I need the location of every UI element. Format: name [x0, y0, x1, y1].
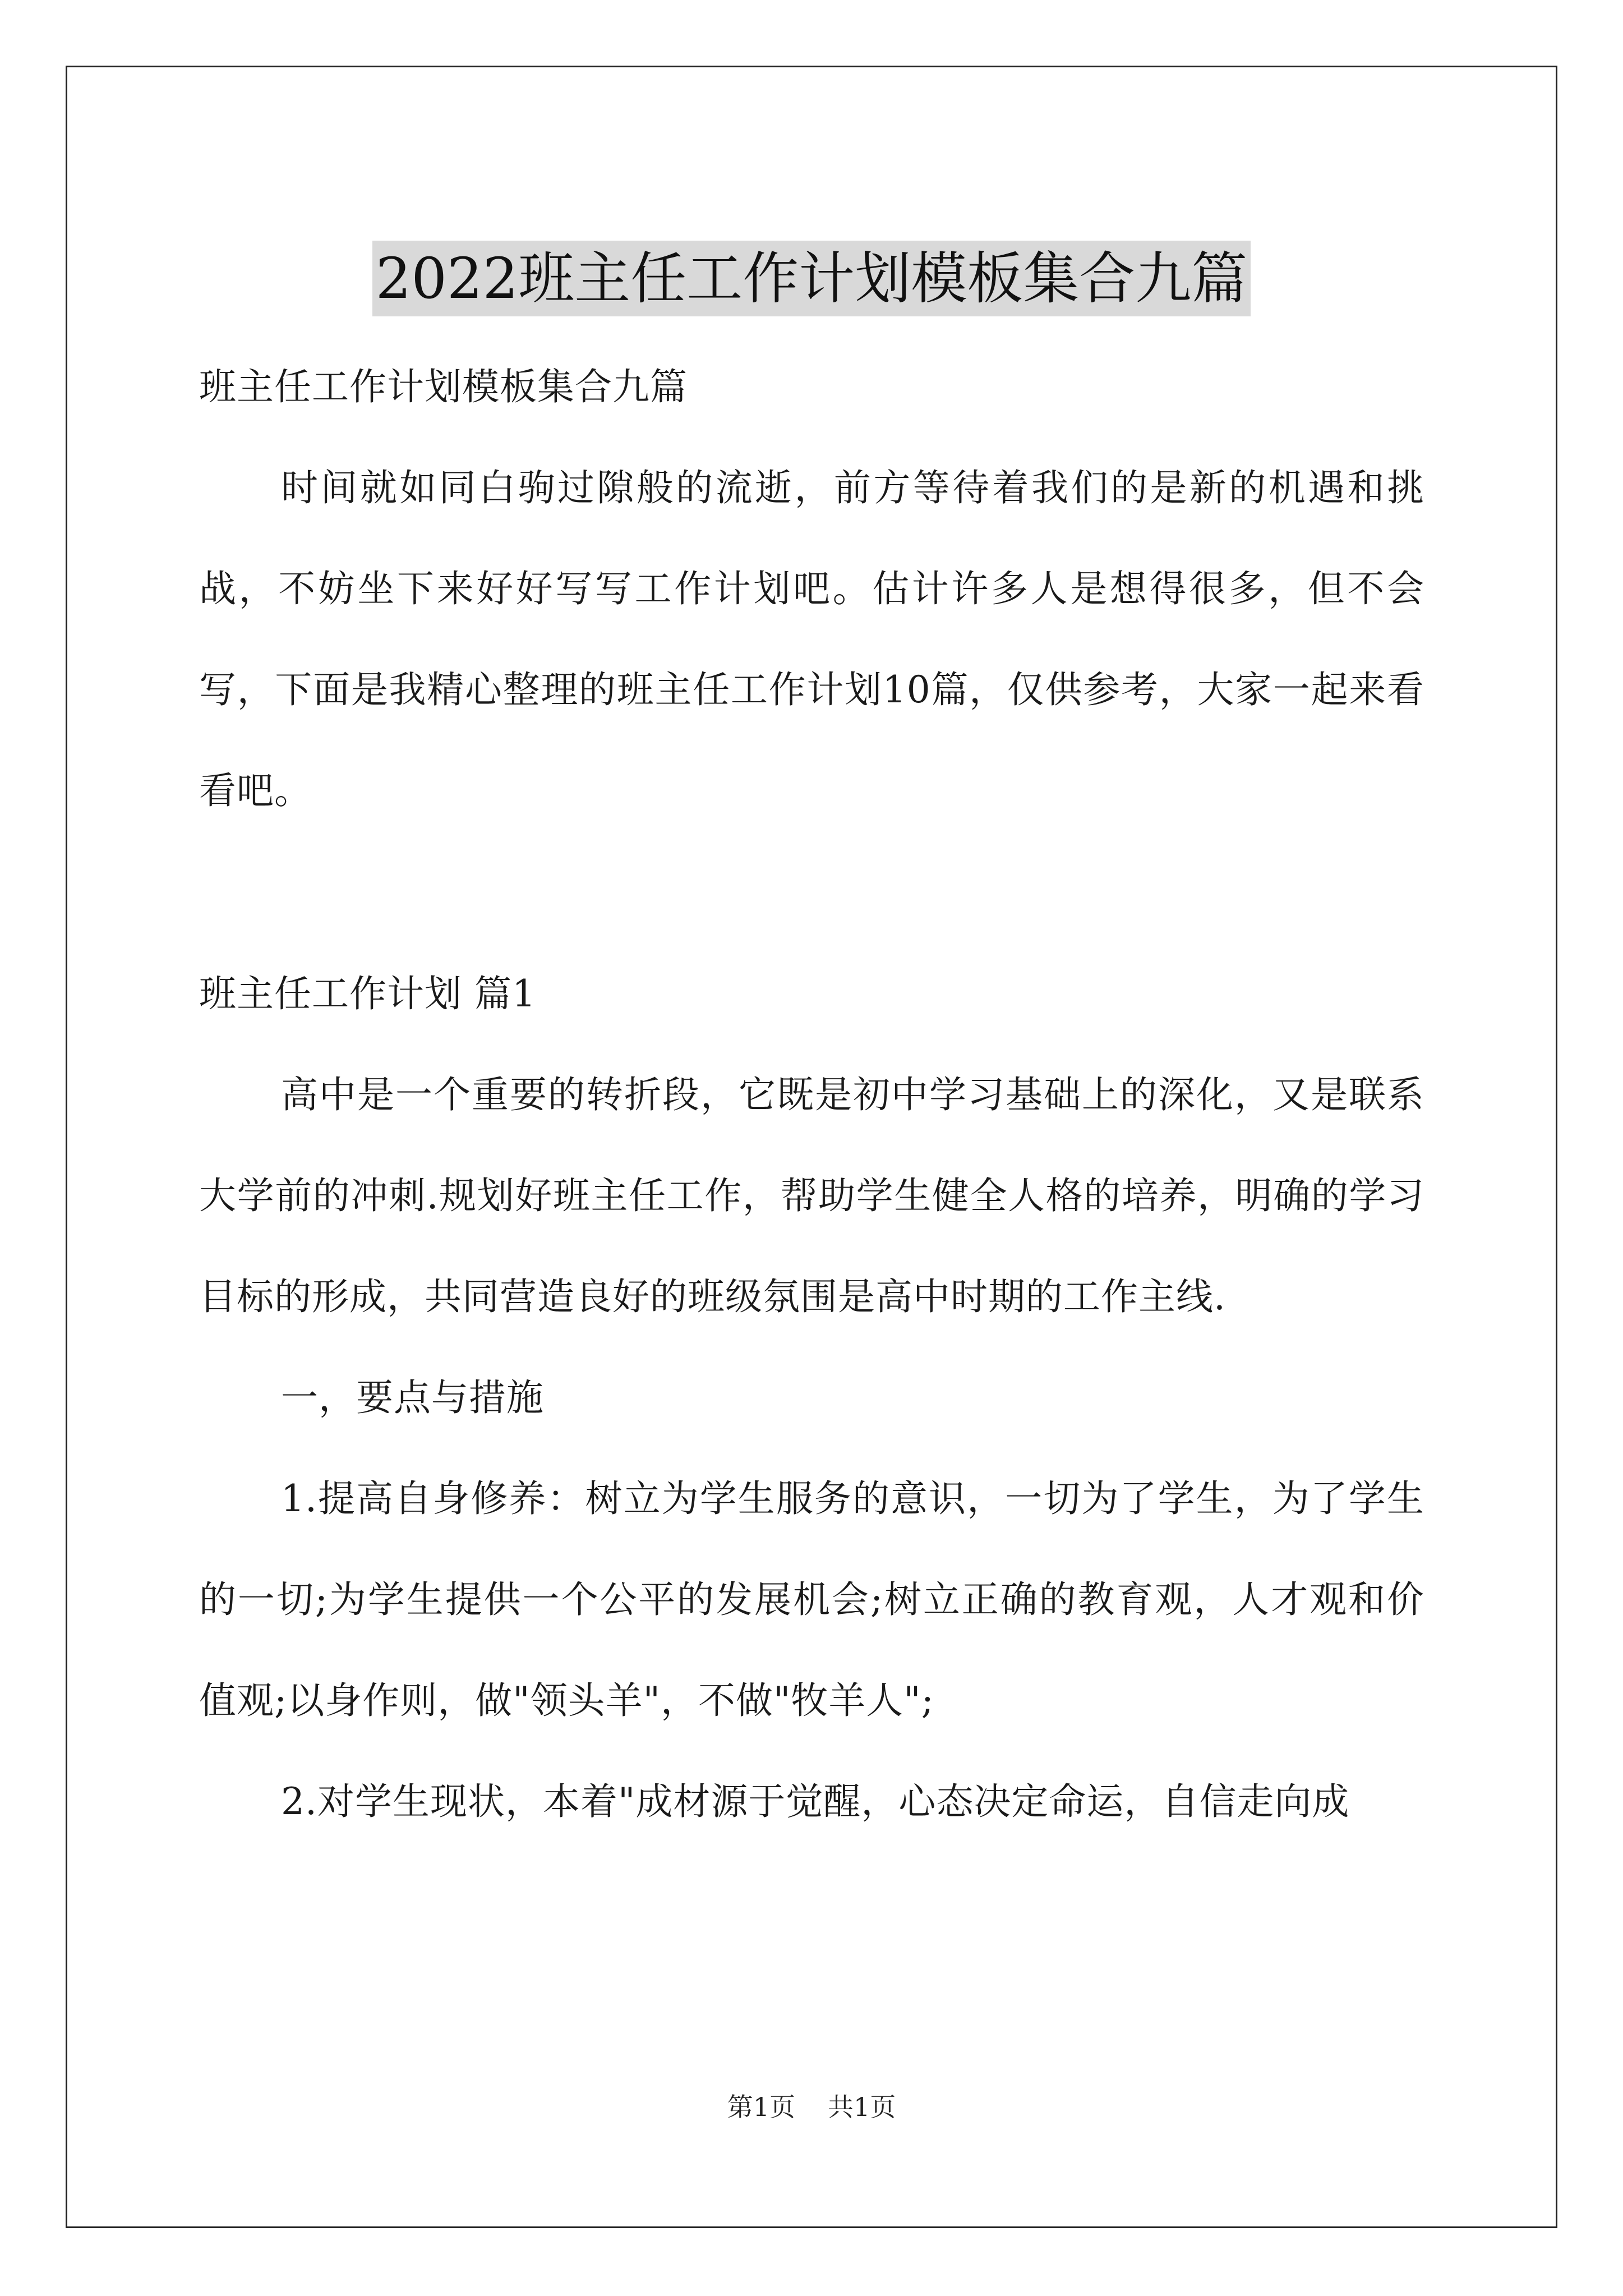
section-spacer	[199, 841, 1424, 944]
section-paragraph: 高中是一个重要的转折段，它既是初中学习基础上的深化，又是联系大学前的冲刺.规划好班主任工作，帮助学生健全人格的培养，明确的学习目标的形成，共同营造良好的班级氛围是高中时期的工作主线.	[199, 1073, 1424, 1318]
document-subtitle: 班主任工作计划模板集合九篇	[199, 365, 688, 408]
section-heading: 班主任工作计划 篇1	[199, 972, 536, 1015]
list-item-2: 2.对学生现状，本着"成材源于觉醒，心态决定命运，自信走向成	[281, 1780, 1350, 1823]
title-container	[0, 203, 1623, 354]
page-total: 共1页	[828, 2092, 896, 2122]
page-number: 第1页	[727, 2092, 795, 2122]
document-title: 2022班主任工作计划模板集合九篇	[372, 241, 1251, 316]
list-item-1: 1.提高自身修养：树立为学生服务的意识，一切为了学生，为了学生的一切;为学生提供一个公平的发展机会;树立正确的教育观，人才观和价值观;以身作则，做"领头羊"，不做"牧羊人";	[199, 1477, 1424, 1722]
document-body	[199, 337, 1424, 1852]
point-heading: 一，要点与措施	[281, 1376, 544, 1419]
intro-paragraph: 时间就如同白驹过隙般的流逝，前方等待着我们的是新的机遇和挑战，不妨坐下来好好写写工作计划吧。估计许多人是想得很多，但不会写，下面是我精心整理的班主任工作计划10篇，仅供参考，大家一起来看看吧。	[199, 466, 1424, 812]
page-footer	[0, 2087, 1623, 2124]
